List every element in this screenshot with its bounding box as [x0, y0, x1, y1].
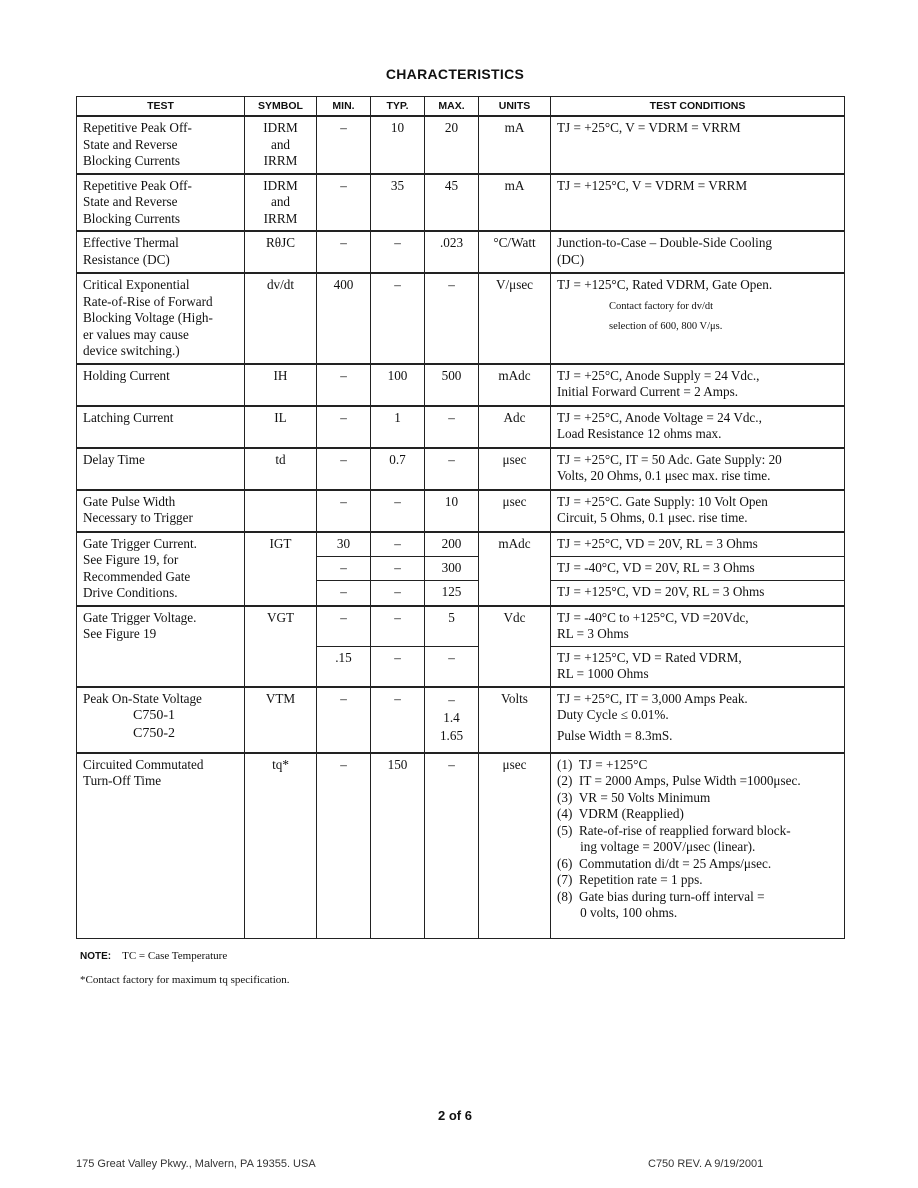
units-cell: Vdc	[479, 606, 551, 687]
test-name-line: Effective Thermal	[83, 235, 179, 250]
condition-line: (4) VDRM (Reapplied)	[557, 806, 684, 821]
column-header: UNITS	[479, 97, 551, 117]
min-cell: –	[317, 116, 371, 174]
conditions-cell	[551, 490, 845, 532]
conditions-cell	[551, 174, 845, 232]
table-row	[77, 687, 845, 753]
symbol-line: IDRM	[263, 120, 298, 135]
variant-label: C750-1	[133, 708, 175, 723]
symbol-cell: VGT	[245, 606, 317, 687]
table-row	[77, 174, 845, 232]
test-cell	[77, 273, 245, 364]
max-cell: 200	[425, 532, 479, 557]
symbol-cell: tq*	[245, 753, 317, 939]
min-cell: 30	[317, 532, 371, 557]
max-value: 1.4	[443, 709, 460, 725]
test-name-line: Recommended Gate	[83, 568, 191, 584]
conditions-cell: TJ = -40°C, VD = 20V, RL = 3 Ohms	[551, 556, 845, 580]
symbol-line: IL	[274, 409, 287, 425]
test-name-line: Blocking Voltage (High-	[83, 310, 213, 325]
test-name-line: Circuited Commutated	[83, 756, 204, 772]
conditions-cell	[551, 231, 845, 273]
condition-line: Duty Cycle ≤ 0.01%.	[557, 707, 669, 722]
test-name-line: Blocking Currents	[83, 153, 181, 168]
min-cell: –	[317, 606, 371, 647]
typ-cell: –	[371, 273, 425, 364]
symbol-line: IDRM	[263, 177, 298, 193]
symbol-line: RθJC	[265, 235, 296, 250]
units-cell: V/μsec	[479, 273, 551, 364]
symbol-line: IH	[273, 367, 288, 383]
min-cell: –	[317, 687, 371, 753]
min-cell: –	[317, 556, 371, 580]
test-cell	[77, 753, 245, 939]
column-header: MIN.	[317, 97, 371, 117]
table-row	[77, 273, 845, 364]
column-header: SYMBOL	[245, 97, 317, 117]
condition-line: (3) VR = 50 Volts Minimum	[557, 789, 711, 805]
characteristics-table	[76, 96, 845, 939]
condition-line: (2) IT = 2000 Amps, Pulse Width =1000μsec.	[557, 773, 801, 788]
symbol-cell	[245, 448, 317, 490]
typ-cell: 100	[371, 364, 425, 406]
condition-line: TJ = +125°C, VD = Rated VDRM,	[557, 649, 742, 665]
conditions-cell: TJ = +25°C, VD = 20V, RL = 3 Ohms	[551, 532, 845, 557]
symbol-cell: IGT	[245, 532, 317, 606]
test-cell	[77, 448, 245, 490]
condition-line: TJ = +25°C, Anode Supply = 24 Vdc.,	[557, 367, 760, 383]
max-value: 1.65	[439, 727, 464, 743]
note-label: NOTE:	[80, 951, 112, 962]
max-cell: 125	[425, 581, 479, 606]
column-header: TYP.	[371, 97, 425, 117]
max-cell: –	[425, 646, 479, 687]
conditions-cell	[551, 448, 845, 490]
max-cell: 10	[425, 490, 479, 532]
table-row	[77, 532, 845, 557]
typ-cell: 0.7	[371, 448, 425, 490]
test-name-line: State and Reverse	[83, 136, 178, 152]
min-cell: –	[317, 364, 371, 406]
typ-cell: 10	[371, 116, 425, 174]
condition-line: TJ = +25°C, V = VDRM = VRRM	[557, 120, 741, 135]
test-cell	[77, 606, 245, 687]
condition-line: TJ = +25°C, Anode Voltage = 24 Vdc.,	[557, 409, 762, 425]
conditions-cell	[551, 273, 845, 364]
table-row	[77, 406, 845, 448]
typ-cell: 150	[371, 753, 425, 939]
max-cell	[425, 687, 479, 753]
conditions-cell	[551, 646, 845, 687]
page-number: 2 of 6	[438, 1108, 472, 1123]
condition-line: RL = 3 Ohms	[557, 626, 629, 641]
condition-line: RL = 1000 Ohms	[557, 666, 649, 681]
test-name-line: See Figure 19	[83, 626, 157, 641]
condition-line: (7) Repetition rate = 1 pps.	[557, 872, 703, 887]
condition-line: TJ = +125°C, Rated VDRM, Gate Open.	[557, 277, 773, 292]
table-row	[77, 448, 845, 490]
typ-cell: –	[371, 581, 425, 606]
typ-cell: –	[371, 490, 425, 532]
typ-cell: –	[371, 556, 425, 580]
min-cell: –	[317, 231, 371, 273]
symbol-cell: VTM	[245, 687, 317, 753]
condition-note-line: Contact factory for dv/dt	[609, 300, 714, 312]
condition-line: TJ = +25°C, IT = 3,000 Amps Peak.	[557, 690, 748, 706]
max-cell: .023	[425, 231, 479, 273]
max-value: –	[448, 691, 455, 707]
max-cell: –	[425, 448, 479, 490]
condition-line: Initial Forward Current = 2 Amps.	[557, 384, 739, 399]
column-header: TEST CONDITIONS	[551, 97, 845, 117]
units-cell: μsec	[479, 448, 551, 490]
symbol-line: and	[270, 194, 291, 209]
test-cell	[77, 490, 245, 532]
condition-line: ing voltage = 200V/μsec (linear).	[557, 839, 756, 854]
test-name-line: device switching.)	[83, 343, 180, 358]
max-cell: 20	[425, 116, 479, 174]
condition-line: (DC)	[557, 251, 585, 267]
typ-cell: –	[371, 646, 425, 687]
typ-cell: 35	[371, 174, 425, 232]
units-cell: μsec	[479, 490, 551, 532]
condition-line: TJ = -40°C to +125°C, VD =20Vdc,	[557, 609, 749, 625]
test-cell	[77, 406, 245, 448]
column-header: TEST	[77, 97, 245, 117]
footnote: *Contact factory for maximum tq specification.	[80, 974, 290, 986]
min-cell: –	[317, 448, 371, 490]
test-name-line: Repetitive Peak Off-	[83, 177, 192, 193]
footer-revision: C750 REV. A 9/19/2001	[648, 1158, 764, 1170]
condition-line: TJ = +125°C, V = VDRM = VRRM	[557, 177, 748, 193]
condition-line: 0 volts, 100 ohms.	[557, 905, 678, 920]
test-cell	[77, 231, 245, 273]
symbol-line: IRRM	[263, 153, 298, 168]
condition-line: TJ = +25°C, IT = 50 Adc. Gate Supply: 20	[557, 451, 782, 467]
test-name-line: Gate Pulse Width	[83, 493, 176, 509]
units-cell: μsec	[479, 753, 551, 939]
test-name-line: Turn-Off Time	[83, 773, 162, 788]
test-name-line: Gate Trigger Current.	[83, 535, 197, 551]
test-name-line: See Figure 19, for	[83, 552, 179, 567]
condition-line: Circuit, 5 Ohms, 0.1 μsec. rise time.	[557, 510, 748, 525]
max-cell: –	[425, 753, 479, 939]
symbol-cell	[245, 364, 317, 406]
symbol-cell	[245, 406, 317, 448]
symbol-cell	[245, 490, 317, 532]
symbol-line: dv/dt	[266, 277, 295, 292]
max-cell: 5	[425, 606, 479, 647]
test-name-line: Delay Time	[83, 451, 145, 467]
condition-note-line: selection of 600, 800 V/μs.	[609, 320, 723, 332]
max-cell: –	[425, 273, 479, 364]
symbol-cell	[245, 273, 317, 364]
test-name-line: Critical Exponential	[83, 277, 190, 292]
conditions-cell	[551, 406, 845, 448]
table-row	[77, 753, 845, 939]
test-name-line: Peak On-State Voltage	[83, 690, 202, 706]
condition-line: Volts, 20 Ohms, 0.1 μsec max. rise time.	[557, 468, 771, 483]
table-row	[77, 116, 845, 174]
condition-line: (8) Gate bias during turn-off interval =	[557, 888, 765, 904]
min-cell: 400	[317, 273, 371, 364]
table-header-row	[77, 97, 845, 117]
min-cell: .15	[317, 646, 371, 687]
min-cell: –	[317, 174, 371, 232]
typ-cell: –	[371, 231, 425, 273]
condition-line: Junction-to-Case – Double-Side Cooling	[557, 235, 773, 250]
test-name-line: Resistance (DC)	[83, 251, 170, 267]
units-cell: Adc	[479, 406, 551, 448]
test-name-line: Drive Conditions.	[83, 585, 178, 600]
units-cell: Volts	[479, 687, 551, 753]
test-cell	[77, 174, 245, 232]
typ-cell: –	[371, 687, 425, 753]
conditions-cell	[551, 116, 845, 174]
test-cell	[77, 532, 245, 606]
typ-cell: 1	[371, 406, 425, 448]
test-name-line: Latching Current	[83, 409, 174, 425]
table-row	[77, 364, 845, 406]
test-name-line: Holding Current	[83, 367, 170, 383]
symbol-cell	[245, 116, 317, 174]
column-header: MAX.	[425, 97, 479, 117]
conditions-cell	[551, 364, 845, 406]
typ-cell: –	[371, 532, 425, 557]
max-cell: 500	[425, 364, 479, 406]
min-cell: –	[317, 406, 371, 448]
condition-line: (5) Rate-of-rise of reapplied forward block-	[557, 822, 791, 838]
note-line	[80, 950, 227, 962]
condition-line: (6) Commutation di/dt = 25 Amps/μsec.	[557, 855, 772, 871]
units-cell: °C/Watt	[479, 231, 551, 273]
footer-address: 175 Great Valley Pkwy., Malvern, PA 19355. USA	[76, 1158, 316, 1170]
symbol-line: td	[275, 451, 286, 467]
conditions-cell	[551, 687, 845, 753]
symbol-line: IRRM	[263, 210, 298, 226]
max-cell: –	[425, 406, 479, 448]
units-cell: mAdc	[479, 532, 551, 606]
test-name-line: Necessary to Trigger	[83, 510, 193, 525]
units-cell: mA	[479, 174, 551, 232]
page-title: CHARACTERISTICS	[385, 66, 525, 82]
symbol-line: and	[270, 136, 291, 152]
condition-line: TJ = +25°C. Gate Supply: 10 Volt Open	[557, 493, 768, 509]
table-row	[77, 231, 845, 273]
condition-line: Load Resistance 12 ohms max.	[557, 426, 722, 441]
units-cell: mAdc	[479, 364, 551, 406]
note-text: TC = Case Temperature	[122, 950, 228, 962]
symbol-cell	[245, 174, 317, 232]
conditions-cell	[551, 753, 845, 939]
max-cell: 45	[425, 174, 479, 232]
condition-line: (1) TJ = +125°C	[557, 756, 648, 772]
max-cell: 300	[425, 556, 479, 580]
condition-line: Pulse Width = 8.3mS.	[557, 727, 673, 743]
variant-label: C750-2	[133, 726, 175, 741]
test-name-line: Blocking Currents	[83, 210, 181, 226]
symbol-cell	[245, 231, 317, 273]
table-row	[77, 490, 845, 532]
test-name-line: Repetitive Peak Off-	[83, 120, 192, 135]
test-cell	[77, 687, 245, 753]
typ-cell: –	[371, 606, 425, 647]
test-name-line: Gate Trigger Voltage.	[83, 609, 197, 625]
test-cell	[77, 364, 245, 406]
table-row	[77, 606, 845, 647]
min-cell: –	[317, 581, 371, 606]
min-cell: –	[317, 753, 371, 939]
conditions-cell: TJ = +125°C, VD = 20V, RL = 3 Ohms	[551, 581, 845, 606]
units-cell: mA	[479, 116, 551, 174]
test-name-line: er values may cause	[83, 326, 189, 342]
min-cell: –	[317, 490, 371, 532]
conditions-cell	[551, 606, 845, 647]
test-name-line: State and Reverse	[83, 194, 178, 209]
test-cell	[77, 116, 245, 174]
test-name-line: Rate-of-Rise of Forward	[83, 293, 213, 309]
